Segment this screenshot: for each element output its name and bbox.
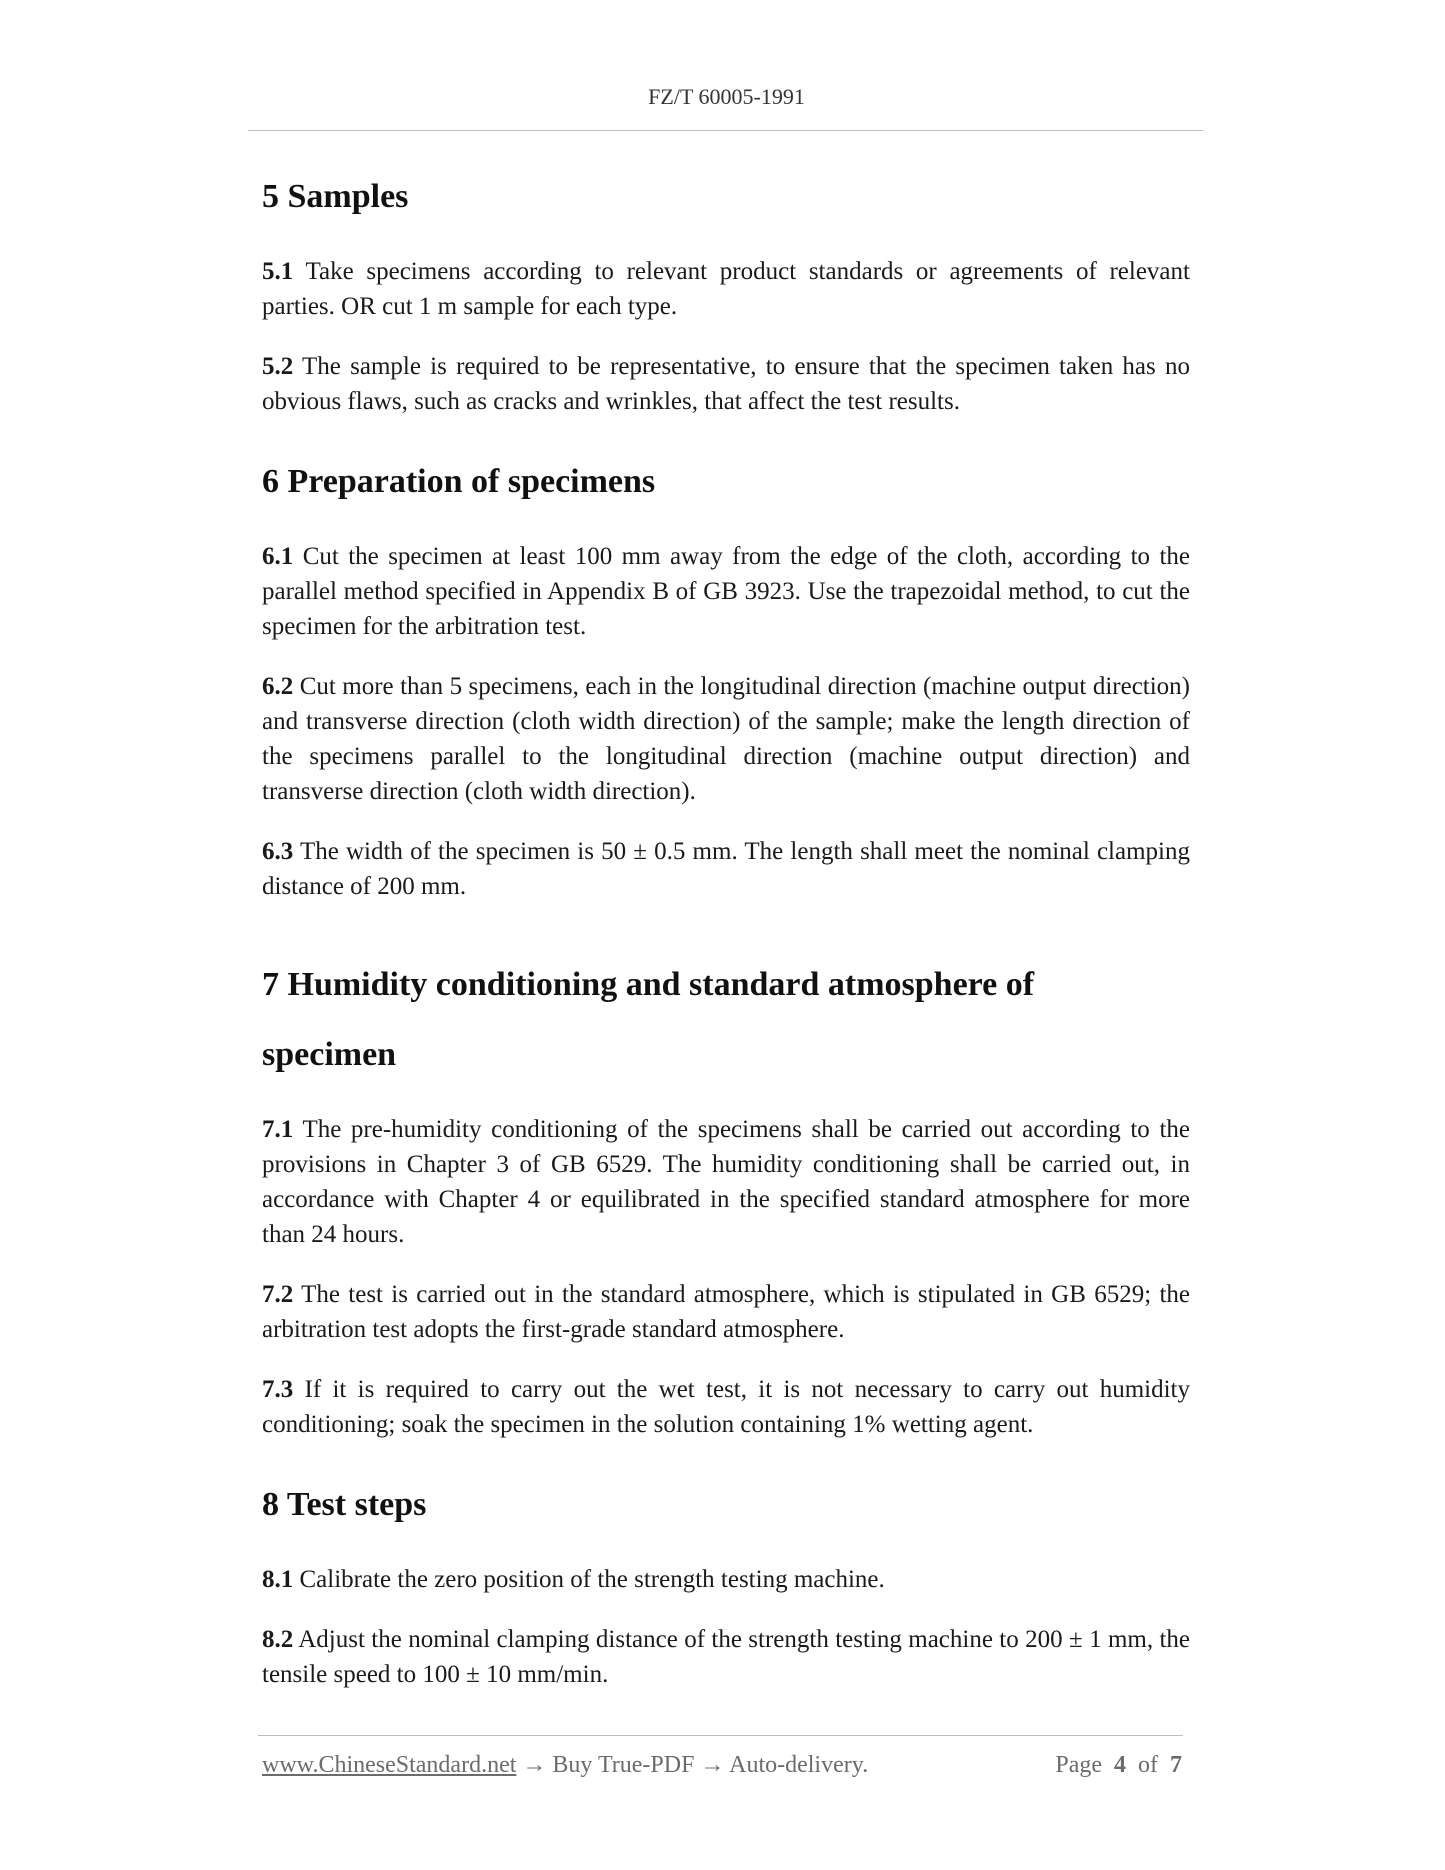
- paragraph-text: Take specimens according to relevant product standards or agreements of relevant parties. OR cut 1 m sample for each type.: [262, 258, 1190, 320]
- paragraph-text: If it is required to carry out the wet test, it is not necessary to carry out humidity conditioning; soak the specimen in the solution containing 1% wetting agent.: [262, 1376, 1191, 1438]
- clause-number: 5.1: [262, 258, 294, 285]
- section-8-title: 8 Test steps: [262, 1486, 427, 1523]
- paragraph-text: The sample is required to be representative, to ensure that the specimen taken has no obvious flaws, such as cracks and wrinkles, that affect the test results.: [262, 353, 1190, 415]
- clause-number: 8.2: [262, 1626, 294, 1653]
- clause-number: 6.2: [262, 673, 294, 700]
- paragraph-6-1: [262, 539, 1190, 644]
- page-footer: [262, 1752, 1182, 1779]
- paragraph-8-2: [262, 1622, 1190, 1692]
- clause-number: 6.3: [262, 838, 294, 865]
- section-5-title: 5 Samples: [262, 178, 409, 215]
- section-7-title: [262, 950, 1190, 1090]
- paragraph-text: The width of the specimen is 50 ± 0.5 mm. The length shall meet the nominal clamping distance of 200 mm.: [262, 838, 1190, 900]
- footer-divider: [258, 1735, 1183, 1736]
- section-7-title-line1: 7 Humidity conditioning and standard atmosphere of: [262, 966, 1035, 1003]
- page-content: [262, 170, 1190, 1692]
- paragraph-6-2: [262, 669, 1190, 809]
- page-indicator: [1055, 1752, 1182, 1779]
- paragraph-text: Cut the specimen at least 100 mm away from the edge of the cloth, according to the parallel method specified in Appendix B of GB 3923. Use the trapezoidal method, to cut the specimen for the arbitration test.: [262, 543, 1191, 640]
- clause-number: 7.2: [262, 1281, 294, 1308]
- paragraph-text: The test is carried out in the standard atmosphere, which is stipulated in GB 6529; the arbitration test adopts the first-grade standard atmosphere.: [262, 1281, 1190, 1343]
- page-total: 7: [1170, 1752, 1182, 1778]
- clause-number: 7.3: [262, 1376, 294, 1403]
- page-label: Page: [1055, 1752, 1102, 1778]
- paragraph-8-1: [262, 1562, 1190, 1597]
- website-link[interactable]: www.ChineseStandard.net: [262, 1752, 517, 1778]
- paragraph-text: The pre-humidity conditioning of the specimens shall be carried out according to the provisions in Chapter 3 of GB 6529. The humidity conditioning shall be carried out, in accordance with Chapter 4 or equilibrated in the specified standard atmosphere for more than 24 hours.: [262, 1116, 1190, 1248]
- footer-tagline: → Buy True-PDF → Auto-delivery.: [516, 1752, 869, 1778]
- header-divider: [248, 130, 1203, 131]
- page-of-label: of: [1138, 1752, 1158, 1778]
- section-7-title-line2: specimen: [262, 1036, 397, 1073]
- document-id-header: FZ/T 60005-1991: [648, 84, 805, 109]
- paragraph-5-1: [262, 254, 1190, 324]
- paragraph-7-1: [262, 1112, 1190, 1252]
- clause-number: 6.1: [262, 543, 294, 570]
- paragraph-7-3: [262, 1372, 1190, 1442]
- clause-number: 7.1: [262, 1116, 294, 1143]
- paragraph-text: Calibrate the zero position of the strength testing machine.: [299, 1566, 885, 1593]
- paragraph-6-3: [262, 834, 1190, 904]
- clause-number: 8.1: [262, 1566, 294, 1593]
- paragraph-text: Cut more than 5 specimens, each in the longitudinal direction (machine output direction) and transverse direction (cloth width direction) of the sample; make the length direction of the specimens parallel to the longitudinal direction (machine output direction) and transverse direction (cloth width direction).: [262, 673, 1191, 805]
- page-current: 4: [1114, 1752, 1126, 1778]
- paragraph-7-2: [262, 1277, 1190, 1347]
- clause-number: 5.2: [262, 353, 294, 380]
- paragraph-text: Adjust the nominal clamping distance of the strength testing machine to 200 ± 1 mm, the tensile speed to 100 ± 10 mm/min.: [262, 1626, 1190, 1688]
- paragraph-5-2: [262, 349, 1190, 419]
- section-6-title: 6 Preparation of specimens: [262, 463, 656, 500]
